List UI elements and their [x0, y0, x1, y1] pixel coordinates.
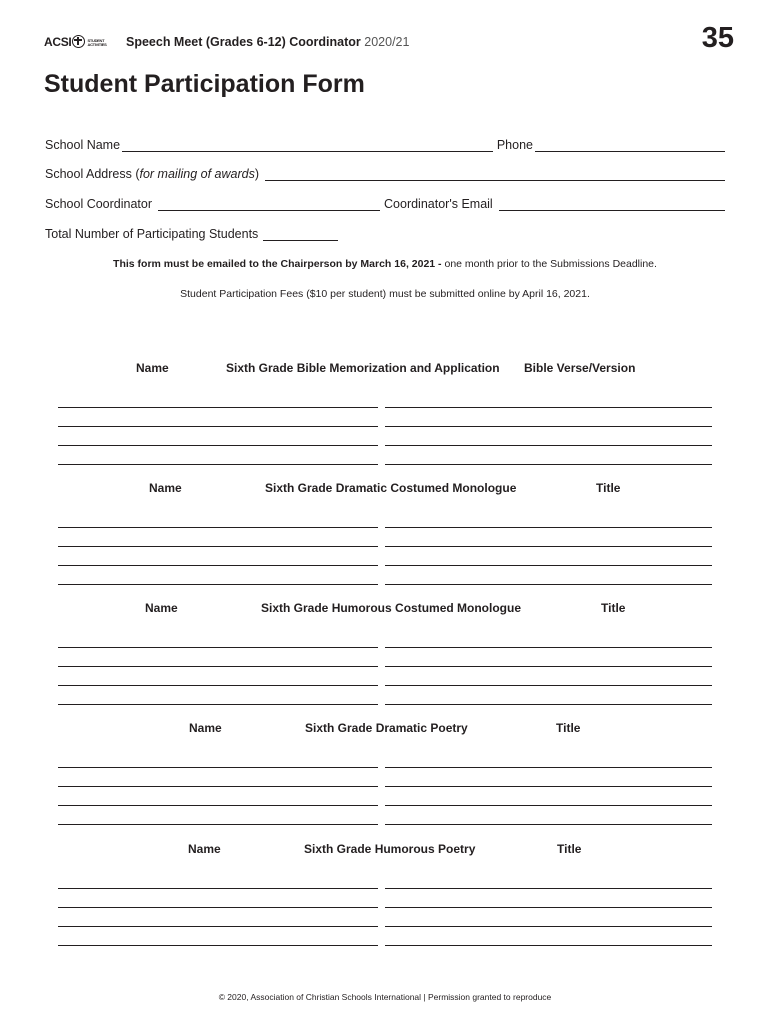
category-label: Sixth Grade Humorous Poetry	[304, 842, 476, 856]
entry-row	[58, 629, 712, 648]
acsi-logo: ACSI STUDENT ACTIVITIES	[44, 35, 109, 49]
detail-line[interactable]	[385, 945, 712, 946]
total-students-row	[45, 227, 725, 241]
entry-row	[58, 509, 712, 528]
copyright-footer: © 2020, Association of Christian Schools International | Permission granted to reproduce	[218, 992, 552, 1002]
entry-row	[58, 686, 712, 705]
section-header	[58, 842, 712, 860]
name-column-label: Name	[188, 842, 221, 856]
school-name-field[interactable]	[122, 140, 493, 152]
cross-globe-icon	[72, 35, 85, 48]
entry-row	[58, 806, 712, 825]
detail-line[interactable]	[385, 824, 712, 825]
third-column-label: Title	[556, 721, 581, 735]
name-column-label: Name	[136, 361, 169, 375]
entry-row	[58, 389, 712, 408]
header-title: Speech Meet (Grades 6-12) Coordinator 2020/21	[126, 35, 410, 49]
entry-row	[58, 528, 712, 547]
entry-row	[58, 446, 712, 465]
school-address-row	[45, 167, 725, 181]
page-number: 35	[701, 22, 734, 54]
coordinator-field[interactable]	[158, 199, 380, 211]
coordinator-label: School Coordinator	[45, 197, 153, 211]
entry-row	[58, 787, 712, 806]
entry-row	[58, 908, 712, 927]
school-address-label: School Address (for mailing of awards)	[45, 167, 259, 181]
phone-field[interactable]	[535, 140, 725, 152]
name-line[interactable]	[58, 824, 378, 825]
category-label: Sixth Grade Humorous Costumed Monologue	[261, 601, 522, 615]
coordinator-email-label: Coordinator's Email	[384, 197, 493, 211]
section-header	[58, 481, 712, 499]
entry-row	[58, 427, 712, 446]
section-humorous-monologue	[58, 601, 712, 705]
entry-row	[58, 667, 712, 686]
section-bible-memorization	[58, 361, 712, 465]
detail-line[interactable]	[385, 584, 712, 585]
header-year: 2020/21	[364, 35, 410, 49]
entry-row	[58, 870, 712, 889]
fees-notice: Student Participation Fees ($10 per student) must be submitted online by April 16, 2021.	[180, 288, 590, 300]
section-header	[58, 601, 712, 619]
name-line[interactable]	[58, 464, 378, 465]
entry-lines	[58, 749, 712, 825]
section-header	[58, 361, 712, 379]
phone-label: Phone	[496, 138, 533, 152]
name-line[interactable]	[58, 704, 378, 705]
total-students-label: Total Number of Participating Students	[45, 227, 259, 241]
category-label: Sixth Grade Dramatic Costumed Monologue	[265, 481, 517, 495]
third-column-label: Title	[557, 842, 582, 856]
section-humorous-poetry	[58, 842, 712, 946]
coordinator-row	[45, 197, 725, 211]
school-name-row	[45, 138, 725, 152]
name-line[interactable]	[58, 945, 378, 946]
name-line[interactable]	[58, 584, 378, 585]
entry-row	[58, 408, 712, 427]
entry-lines	[58, 870, 712, 946]
school-name-label: School Name	[45, 138, 121, 152]
entry-lines	[58, 629, 712, 705]
category-label: Sixth Grade Bible Memorization and Application	[226, 361, 500, 375]
logo-subtext: STUDENT ACTIVITIES	[87, 38, 107, 47]
third-column-label: Title	[596, 481, 621, 495]
page-header	[44, 22, 734, 58]
category-label: Sixth Grade Dramatic Poetry	[305, 721, 468, 735]
detail-line[interactable]	[385, 464, 712, 465]
third-column-label: Bible Verse/Version	[524, 361, 636, 375]
total-students-field[interactable]	[263, 229, 338, 241]
entry-row	[58, 768, 712, 787]
deadline-notice: This form must be emailed to the Chairperson by March 16, 2021 - one month prior to the Submissions Deadline.	[113, 258, 657, 270]
section-dramatic-monologue	[58, 481, 712, 585]
section-header	[58, 721, 712, 739]
section-dramatic-poetry	[58, 721, 712, 825]
entry-row	[58, 648, 712, 667]
entry-row	[58, 547, 712, 566]
entry-row	[58, 889, 712, 908]
coordinator-email-field[interactable]	[499, 199, 725, 211]
name-column-label: Name	[189, 721, 222, 735]
entry-lines	[58, 389, 712, 465]
form-title: Student Participation Form	[44, 70, 365, 98]
name-column-label: Name	[149, 481, 182, 495]
entry-row	[58, 566, 712, 585]
entry-lines	[58, 509, 712, 585]
entry-row	[58, 927, 712, 946]
name-column-label: Name	[145, 601, 178, 615]
entry-row	[58, 749, 712, 768]
third-column-label: Title	[601, 601, 626, 615]
detail-line[interactable]	[385, 704, 712, 705]
school-address-field[interactable]	[265, 169, 725, 181]
